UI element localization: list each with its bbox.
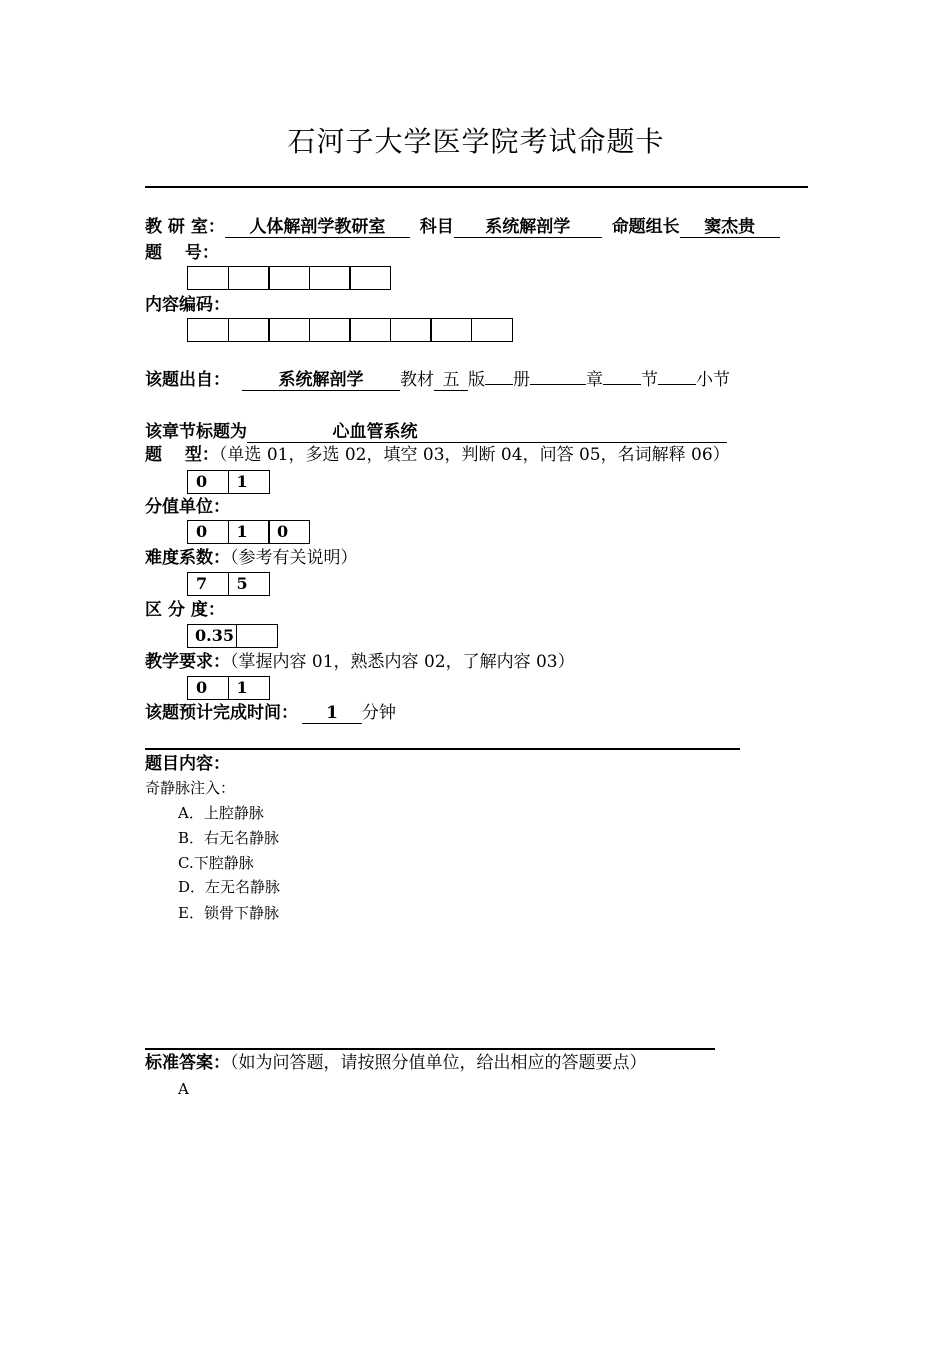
question-stem: 奇静脉注入：	[145, 779, 236, 797]
answer-row	[145, 1055, 647, 1072]
dept-value: 人体解剖学教研室	[225, 219, 410, 238]
source-row	[145, 372, 730, 391]
subsection-value	[658, 383, 696, 385]
discrimination-boxes	[187, 624, 278, 648]
content-code-box[interactable]	[268, 318, 310, 342]
option-c: C.下腔静脉	[178, 854, 254, 872]
score-unit-boxes	[187, 520, 310, 544]
discrimination-box[interactable]: 0.35	[187, 624, 237, 648]
question-no-box[interactable]	[187, 266, 229, 290]
time-unit: 分钟	[362, 703, 396, 723]
chapter-title-value: 心血管系统	[332, 422, 418, 442]
question-type-hint: （单选 01，多选 02，填空 03，判断 04，问答 05，名词解释 06）	[218, 445, 730, 465]
score-unit-box[interactable]: 1	[228, 520, 270, 544]
volume-label: 册	[513, 370, 530, 390]
question-no-label: 题 号：	[145, 243, 219, 263]
edition-value: 五	[434, 372, 468, 391]
answer-divider	[145, 1048, 715, 1050]
discrimination-box[interactable]	[236, 624, 278, 648]
content-code-box[interactable]	[187, 318, 229, 342]
difficulty-row	[145, 550, 358, 567]
question-no-box[interactable]	[268, 266, 310, 290]
difficulty-box[interactable]: 5	[228, 572, 270, 596]
leader-label: 命题组长	[611, 217, 680, 237]
edition-label: 版	[468, 370, 485, 390]
chapter-label: 章	[586, 370, 603, 390]
chapter-title-underline	[247, 424, 727, 443]
source-book: 系统解剖学	[242, 372, 400, 391]
question-type-label: 题 型：	[145, 445, 219, 465]
dept-label: 教 研 室：	[145, 217, 225, 237]
teaching-req-hint: （掌握内容 01，熟悉内容 02，了解内容 03）	[230, 652, 575, 672]
content-code-box[interactable]	[471, 318, 513, 342]
question-no-box[interactable]	[228, 266, 270, 290]
answer-value: A	[178, 1080, 189, 1098]
discrimination-label: 区 分 度：	[145, 600, 225, 620]
teaching-req-label: 教学要求：	[145, 652, 230, 672]
score-unit-box[interactable]: 0	[268, 520, 310, 544]
subsection-label: 小节	[696, 370, 730, 390]
answer-hint: （如为问答题，请按照分值单位，给出相应的答题要点）	[230, 1053, 647, 1073]
difficulty-label: 难度系数：	[145, 548, 230, 568]
time-row	[145, 705, 396, 724]
content-code-box[interactable]	[309, 318, 351, 342]
question-no-box[interactable]	[349, 266, 391, 290]
source-label: 该题出自：	[145, 370, 230, 390]
title-divider	[145, 186, 808, 188]
difficulty-boxes	[187, 572, 270, 596]
answer-label: 标准答案：	[145, 1053, 230, 1073]
time-label: 该题预计完成时间：	[145, 703, 298, 723]
difficulty-box[interactable]: 7	[187, 572, 229, 596]
chapter-value	[530, 383, 586, 385]
question-type-row	[145, 447, 730, 464]
question-type-boxes	[187, 470, 270, 494]
content-code-box[interactable]	[430, 318, 472, 342]
teaching-req-box[interactable]: 0	[187, 676, 229, 700]
teaching-req-box[interactable]: 1	[228, 676, 270, 700]
page-title: 石河子大学医学院考试命题卡	[287, 125, 665, 158]
option-b: B．右无名静脉	[178, 829, 280, 847]
teaching-req-boxes	[187, 676, 270, 700]
volume-value	[485, 383, 513, 385]
content-label: 题目内容：	[145, 754, 230, 774]
chapter-title-row	[145, 424, 727, 443]
header-row	[145, 219, 780, 238]
option-a: A．上腔静脉	[178, 804, 264, 822]
question-type-box[interactable]: 0	[187, 470, 229, 494]
content-code-box[interactable]	[390, 318, 432, 342]
section-label: 节	[641, 370, 658, 390]
score-unit-box[interactable]: 0	[187, 520, 229, 544]
question-no-box[interactable]	[309, 266, 351, 290]
content-code-box[interactable]	[349, 318, 391, 342]
option-d: D．左无名静脉	[178, 878, 281, 896]
difficulty-hint: （参考有关说明）	[230, 548, 358, 568]
option-e: E．锁骨下静脉	[178, 904, 279, 922]
leader-value: 窦杰贵	[680, 219, 780, 238]
time-value: 1	[302, 705, 362, 724]
score-unit-label: 分值单位：	[145, 497, 230, 517]
subject-label: 科目	[419, 217, 454, 237]
content-divider	[145, 748, 740, 750]
question-no-boxes	[187, 266, 391, 290]
question-type-box[interactable]: 1	[228, 470, 270, 494]
section-value	[603, 383, 641, 385]
teaching-req-row	[145, 654, 575, 671]
subject-value: 系统解剖学	[454, 219, 602, 238]
content-code-label: 内容编码：	[145, 295, 230, 315]
textbook-label: 教材	[400, 370, 434, 390]
content-code-box[interactable]	[228, 318, 270, 342]
chapter-title-label: 该章节标题为	[145, 422, 247, 442]
content-code-boxes	[187, 318, 513, 342]
